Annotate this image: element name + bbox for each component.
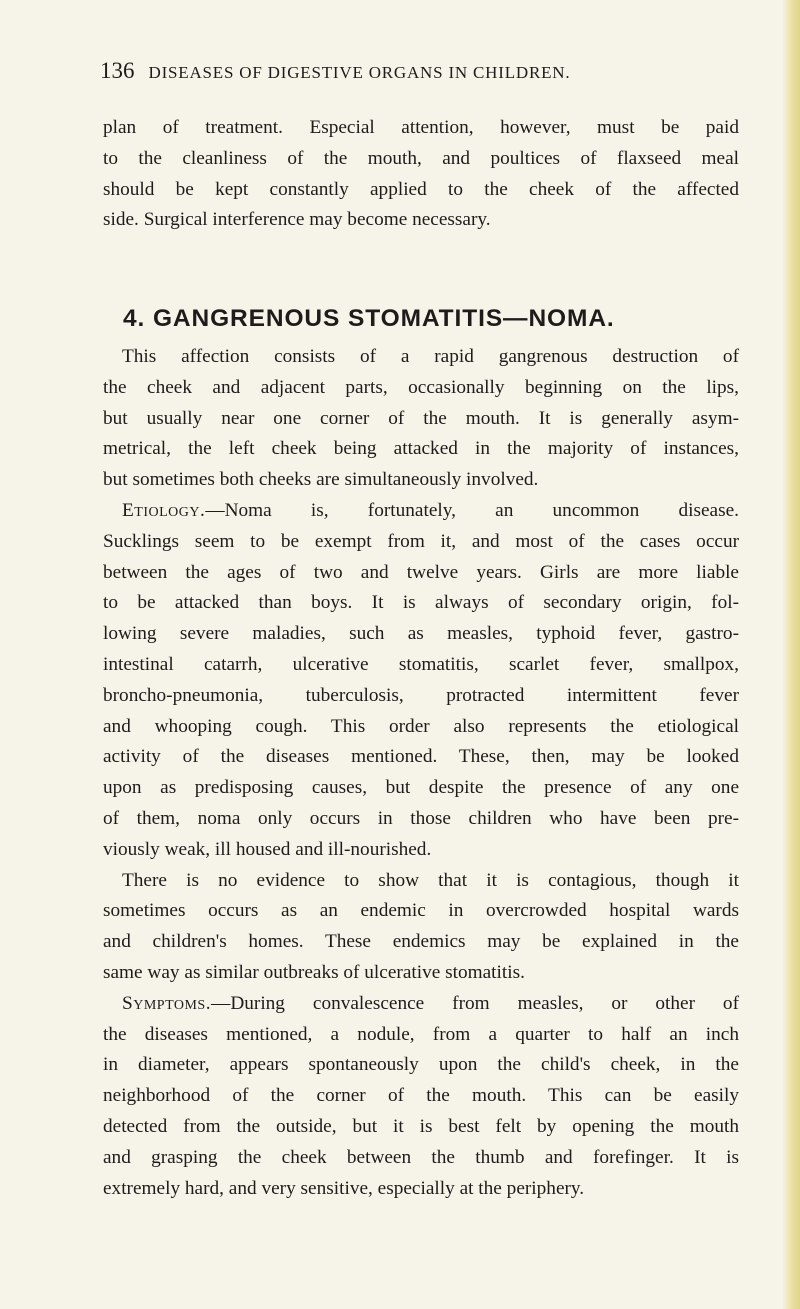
text-line: and whooping cough. This order also represents the etiological — [103, 715, 739, 737]
text-line: There is no evidence to show that it is contagious, though it — [122, 869, 739, 891]
running-header — [100, 58, 740, 84]
text-line: activity of the diseases mentioned. These, then, may be looked — [103, 746, 739, 768]
text-line: lowing severe maladies, such as measles, typhoid fever, gastro- — [103, 623, 739, 645]
text-line: same way as similar outbreaks of ulcerative stomatitis. — [103, 961, 525, 983]
text-line: This affection consists of a rapid gangrenous destruction of — [122, 346, 739, 367]
text-line: of them, noma only occurs in those children who have been pre- — [103, 807, 739, 829]
text-line: to the cleanliness of the mouth, and poultices of flaxseed meal — [103, 147, 739, 169]
text-line: detected from the outside, but it is best felt by opening the mouth — [103, 1115, 739, 1137]
text-line: the diseases mentioned, a nodule, from a quarter to half an inch — [103, 1023, 739, 1045]
page-edge-shading — [782, 0, 800, 1309]
text-line: neighborhood of the corner of the mouth. This can be easily — [103, 1085, 739, 1107]
etiology-first-text: —Noma is, fortunately, an uncommon disease. — [205, 499, 739, 521]
symptoms-term: Symptoms. — [122, 992, 212, 1014]
text-line: metrical, the left cheek being attacked in the majority of instances, — [103, 438, 739, 460]
text-line: and children's homes. These endemics may be explained in the — [103, 931, 739, 953]
etiology-term: Etiology. — [122, 499, 206, 521]
text-line: broncho-pneumonia, tuberculosis, protracted intermittent fever — [103, 684, 739, 706]
text-line: plan of treatment. Especial attention, however, must be paid — [103, 117, 739, 138]
section-body — [103, 342, 739, 1204]
section-heading: 4. GANGRENOUS STOMATITIS—NOMA. — [123, 305, 615, 332]
text-line: and grasping the cheek between the thumb and forefinger. It is — [103, 1146, 739, 1168]
intro-paragraph — [103, 113, 739, 236]
text-line: the cheek and adjacent parts, occasionally beginning on the lips, — [103, 376, 739, 398]
text-line: in diameter, appears spontaneously upon the child's cheek, in the — [103, 1054, 739, 1076]
text-line: viously weak, ill housed and ill-nourished. — [103, 838, 432, 860]
text-line: but usually near one corner of the mouth. It is generally asym- — [103, 407, 739, 429]
text-line: upon as predisposing causes, but despite the presence of any one — [103, 777, 739, 799]
running-title: DISEASES OF DIGESTIVE ORGANS IN CHILDREN. — [148, 63, 571, 82]
text-line: but sometimes both cheeks are simultaneously involved. — [103, 469, 539, 491]
text-line: side. Surgical interference may become necessary. — [103, 209, 491, 231]
text-line: between the ages of two and twelve years. Girls are more liable — [103, 561, 739, 583]
symptoms-first-line — [103, 989, 739, 1020]
text-line: Sucklings seem to be exempt from it, and most of the cases occur — [103, 530, 739, 552]
text-line: extremely hard, and very sensitive, especially at the periphery. — [103, 1177, 585, 1199]
symptoms-first-text: —During convalescence from measles, or other of — [211, 992, 739, 1014]
text-line: intestinal catarrh, ulcerative stomatitis, scarlet fever, smallpox, — [103, 653, 739, 675]
etiology-first-line — [103, 496, 739, 527]
text-line: to be attacked than boys. It is always of secondary origin, fol- — [103, 592, 739, 614]
text-line: sometimes occurs as an endemic in overcrowded hospital wards — [103, 900, 739, 922]
text-line: should be kept constantly applied to the cheek of the affected — [103, 178, 739, 200]
page-number: 136 — [100, 58, 135, 83]
